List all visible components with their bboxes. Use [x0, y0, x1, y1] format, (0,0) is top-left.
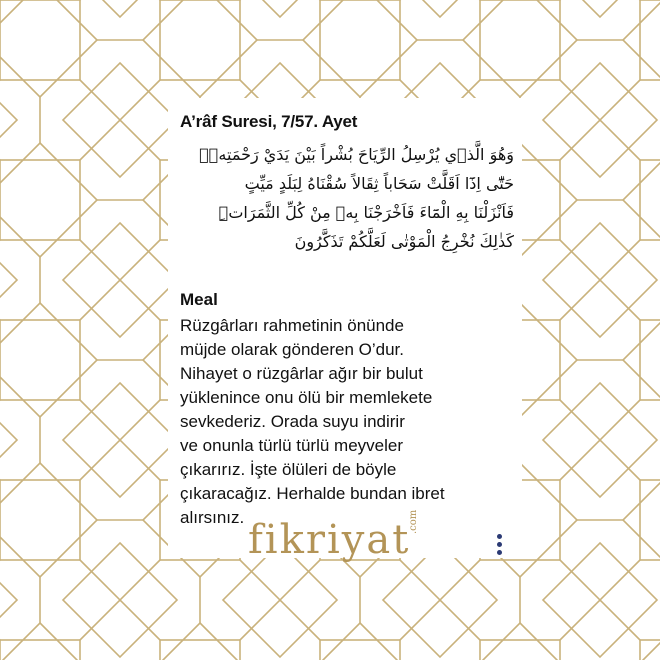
meal-line: çıkarırız. İşte ölüleri de böyle: [180, 460, 397, 479]
meal-line: ve onunla türlü türlü meyveler: [180, 436, 404, 455]
meal-line: çıkaracağız. Herhalde bundan ibret: [180, 484, 445, 503]
arabic-line: وَهُوَ الَّذ۪ي يُرْسِلُ الرِّيَاحَ بُشْراً بَيْنَ يَدَيْ رَحْمَتِه۪ۜ: [199, 145, 514, 164]
meal-translation: [180, 314, 480, 530]
fikriyat-logo[interactable]: fikriyat: [248, 517, 411, 563]
arabic-line: كَذٰلِكَ نُخْرِجُ الْمَوْتٰى لَعَلَّكُمْ تَذَكَّرُونَ: [294, 232, 514, 251]
meal-line: müjde olarak gönderen O’dur.: [180, 340, 404, 359]
verse-title: A’râf Suresi, 7/57. Ayet: [180, 112, 358, 131]
more-vertical-icon-dot: [497, 542, 502, 547]
more-vertical-icon: [497, 534, 502, 539]
more-vertical-icon-dot: [497, 550, 502, 555]
fikriyat-logo-suffix: .com: [408, 509, 419, 534]
arabic-line: فَاَنْزَلْنَا بِهِ الْمَٓاءَ فَاَخْرَجْنَا بِه۪ مِنْ كُلِّ الثَّمَرَاتِۜ: [218, 203, 514, 222]
meal-line: sevkederiz. Orada suyu indirir: [180, 412, 405, 431]
meal-line: Nihayet o rüzgârlar ağır bir bulut: [180, 364, 423, 383]
arabic-verse: [178, 140, 514, 256]
arabic-line: حَتّٰٓى اِذَٓا اَقَلَّتْ سَحَاباً ثِقَالاً سُقْنَاهُ لِبَلَدٍ مَيِّتٍ: [244, 174, 514, 193]
verse-card: [168, 98, 522, 563]
meal-heading: Meal: [180, 290, 218, 309]
meal-line: yüklenince onu ölü bir memlekete: [180, 388, 433, 407]
more-options-button[interactable]: [492, 532, 506, 556]
meal-line: alırsınız.: [180, 508, 245, 527]
meal-line: Rüzgârları rahmetinin önünde: [180, 316, 404, 335]
